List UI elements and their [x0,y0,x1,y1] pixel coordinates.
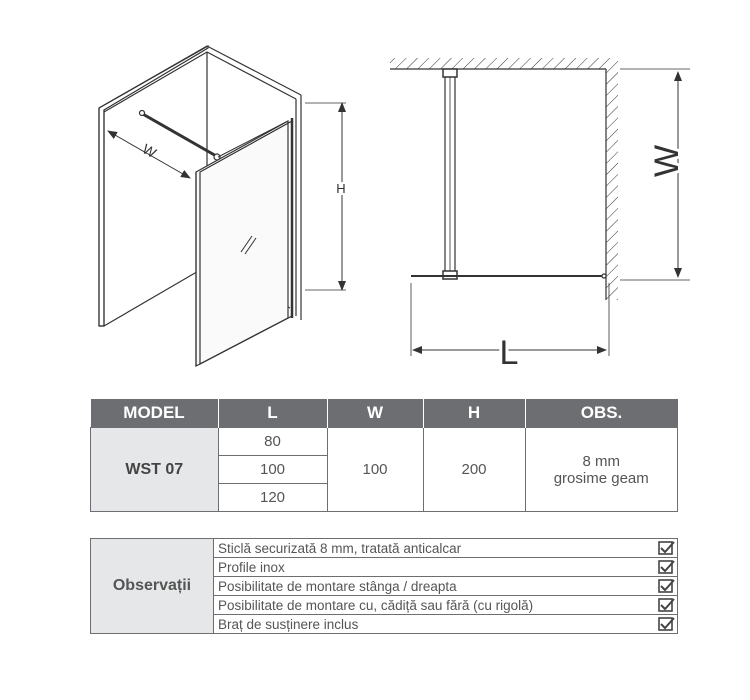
observation-text: Sticlă securizată 8 mm, tratată anticalcar [214,539,658,558]
isometric-view [99,46,346,366]
obs-line-1: 8 mm [582,452,620,470]
obs-line-2: grosime geam [553,469,649,487]
iso-height-label: H [336,181,346,196]
header-obs: OBS. [525,399,678,428]
left-wall [99,46,208,326]
iso-width-label: W [139,140,160,161]
header-l: L [218,399,327,428]
header-h: H [423,399,525,428]
observation-text: Posibilitate de montare stânga / dreapta [214,577,658,596]
plan-width-label: W [648,144,686,178]
h-value-cell: 200 [423,428,525,512]
checkbox-checked-icon [658,616,676,632]
spec-header-row [91,399,678,428]
glass-panel [196,121,288,366]
observation-text: Profile inox [214,558,658,577]
header-w: W [327,399,423,428]
obs-value-cell [525,428,678,512]
observations-table [90,538,678,634]
checkbox-checked-icon [658,559,676,575]
observations-title: Observații [91,539,214,634]
model-cell: WST 07 [91,428,219,512]
observation-text: Posibilitate de montare cu, cădiță sau fără (cu rigolă) [214,596,658,615]
l-value-cell: 120 [218,484,327,512]
observation-text: Braț de susținere inclus [214,615,658,634]
list-item [91,539,678,558]
table-row [91,428,678,456]
checkbox-checked-icon [658,578,676,594]
w-value-cell: 100 [327,428,423,512]
plan-length-label: L [499,334,519,372]
right-wall [606,69,618,300]
plan-view [390,58,690,356]
checkbox-checked-icon [658,540,676,556]
spec-table [90,399,678,512]
checkbox-checked-icon [658,597,676,613]
top-wall [390,58,618,69]
l-value-cell: 100 [218,456,327,484]
l-value-cell: 80 [218,428,327,456]
header-model: MODEL [91,399,219,428]
